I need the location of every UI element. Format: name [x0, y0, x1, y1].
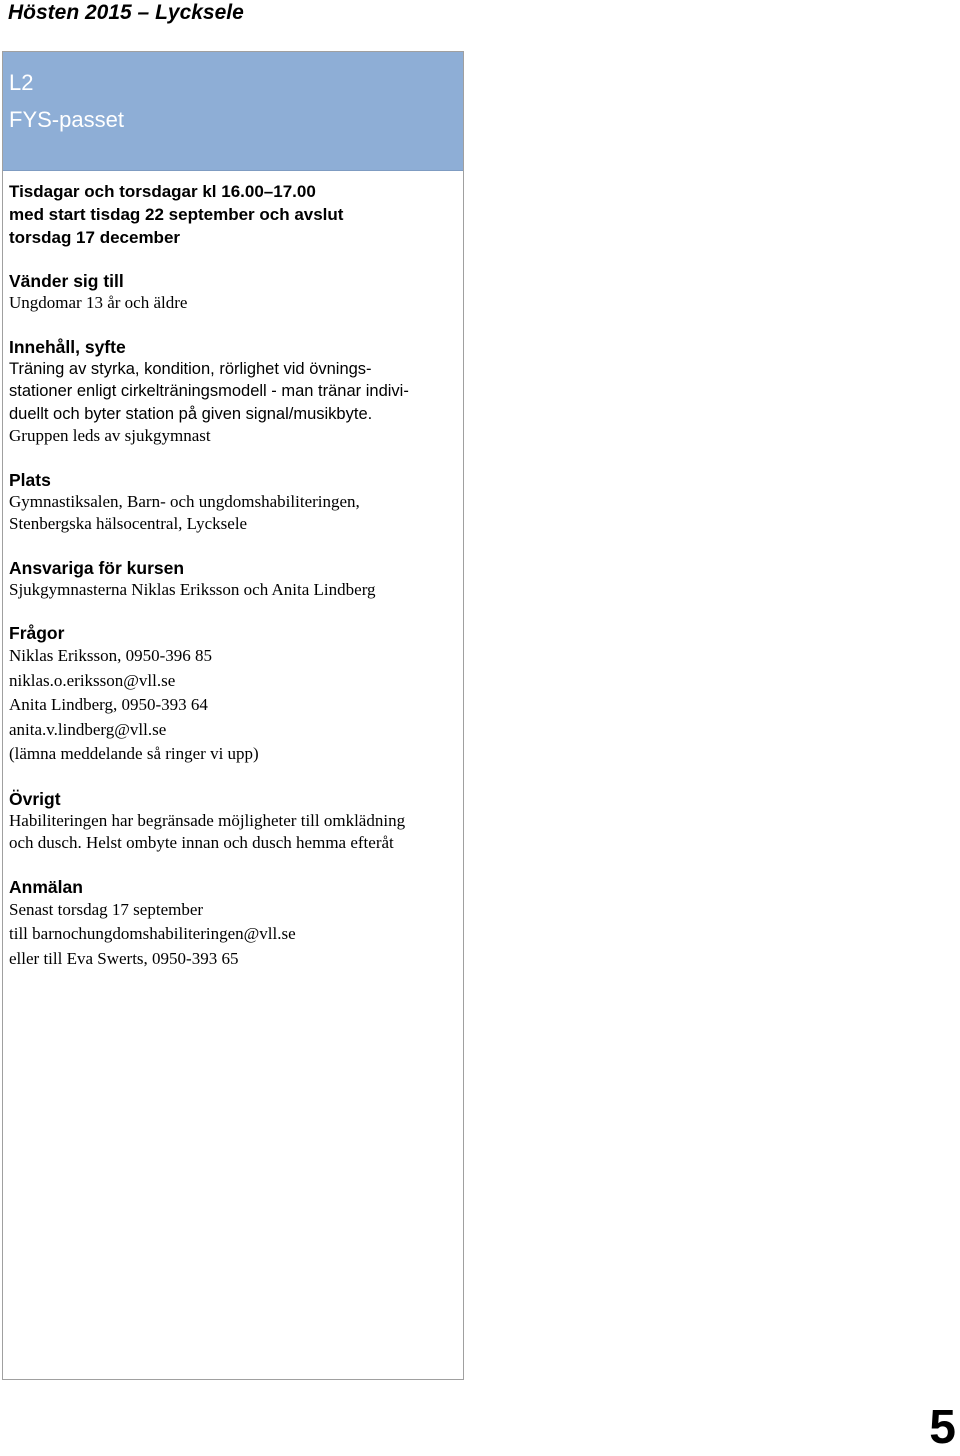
other-line: och dusch. Helst ombyte innan och dusch hemma efteråt	[9, 833, 394, 852]
place-line: Stenbergska hälsocentral, Lycksele	[9, 514, 248, 533]
schedule-line: med start tisdag 22 september och avslut	[9, 205, 344, 224]
registration-deadline: Senast torsdag 17 september	[9, 899, 204, 919]
content-leader: Gruppen leds av sjukgymnast	[9, 426, 211, 445]
content-line: Träning av styrka, kondition, rörlighet vid övnings-	[9, 359, 372, 378]
other-line: Habiliteringen har begränsade möjligheter till omklädning	[9, 810, 406, 830]
contact-note: (lämna meddelande så ringer vi upp)	[9, 744, 259, 763]
other-section	[9, 788, 461, 855]
audience-section	[9, 270, 461, 315]
other-label: Övrigt	[9, 788, 61, 809]
content-section	[9, 336, 461, 448]
place-section	[9, 469, 461, 536]
registration-email: till barnochungdomshabiliteringen@vll.se	[9, 924, 296, 943]
registration-section	[9, 876, 461, 972]
content-line: duellt och byter station på given signal/musikbyte.	[9, 404, 373, 423]
questions-section	[9, 622, 461, 767]
audience-text: Ungdomar 13 år och äldre	[9, 293, 188, 312]
place-label: Plats	[9, 469, 51, 490]
contact-email: niklas.o.eriksson@vll.se	[9, 670, 176, 690]
content-line: stationer enligt cirkelträningsmodell - man tränar indivi-	[9, 382, 409, 400]
registration-label: Anmälan	[9, 876, 83, 897]
course-banner	[3, 52, 463, 171]
schedule-line: torsdag 17 december	[9, 228, 181, 247]
schedule-line: Tisdagar och torsdagar kl 16.00–17.00	[9, 182, 316, 201]
responsible-text: Sjukgymnasterna Niklas Eriksson och Anita Lindberg	[9, 579, 376, 599]
contact-name-phone: Anita Lindberg, 0950-393 64	[9, 695, 208, 714]
audience-label: Vänder sig till	[9, 271, 124, 291]
course-code: L2	[9, 70, 34, 95]
page-number: 5	[929, 1401, 956, 1454]
contact-email: anita.v.lindberg@vll.se	[9, 719, 167, 739]
content-label: Innehåll, syfte	[9, 336, 126, 357]
course-details	[9, 180, 461, 971]
contact-name-phone: Niklas Eriksson, 0950-396 85	[9, 646, 213, 665]
responsible-label: Ansvariga för kursen	[9, 557, 185, 578]
page-header-title: Hösten 2015 – Lycksele	[8, 1, 244, 24]
registration-phone: eller till Eva Swerts, 0950-393 65	[9, 948, 239, 968]
place-line: Gymnastiksalen, Barn- och ungdomshabiliteringen,	[9, 491, 360, 511]
questions-label: Frågor	[9, 623, 65, 643]
course-name: FYS-passet	[9, 107, 124, 132]
course-schedule	[9, 180, 461, 249]
course-box	[2, 51, 464, 1380]
responsible-section	[9, 557, 461, 602]
